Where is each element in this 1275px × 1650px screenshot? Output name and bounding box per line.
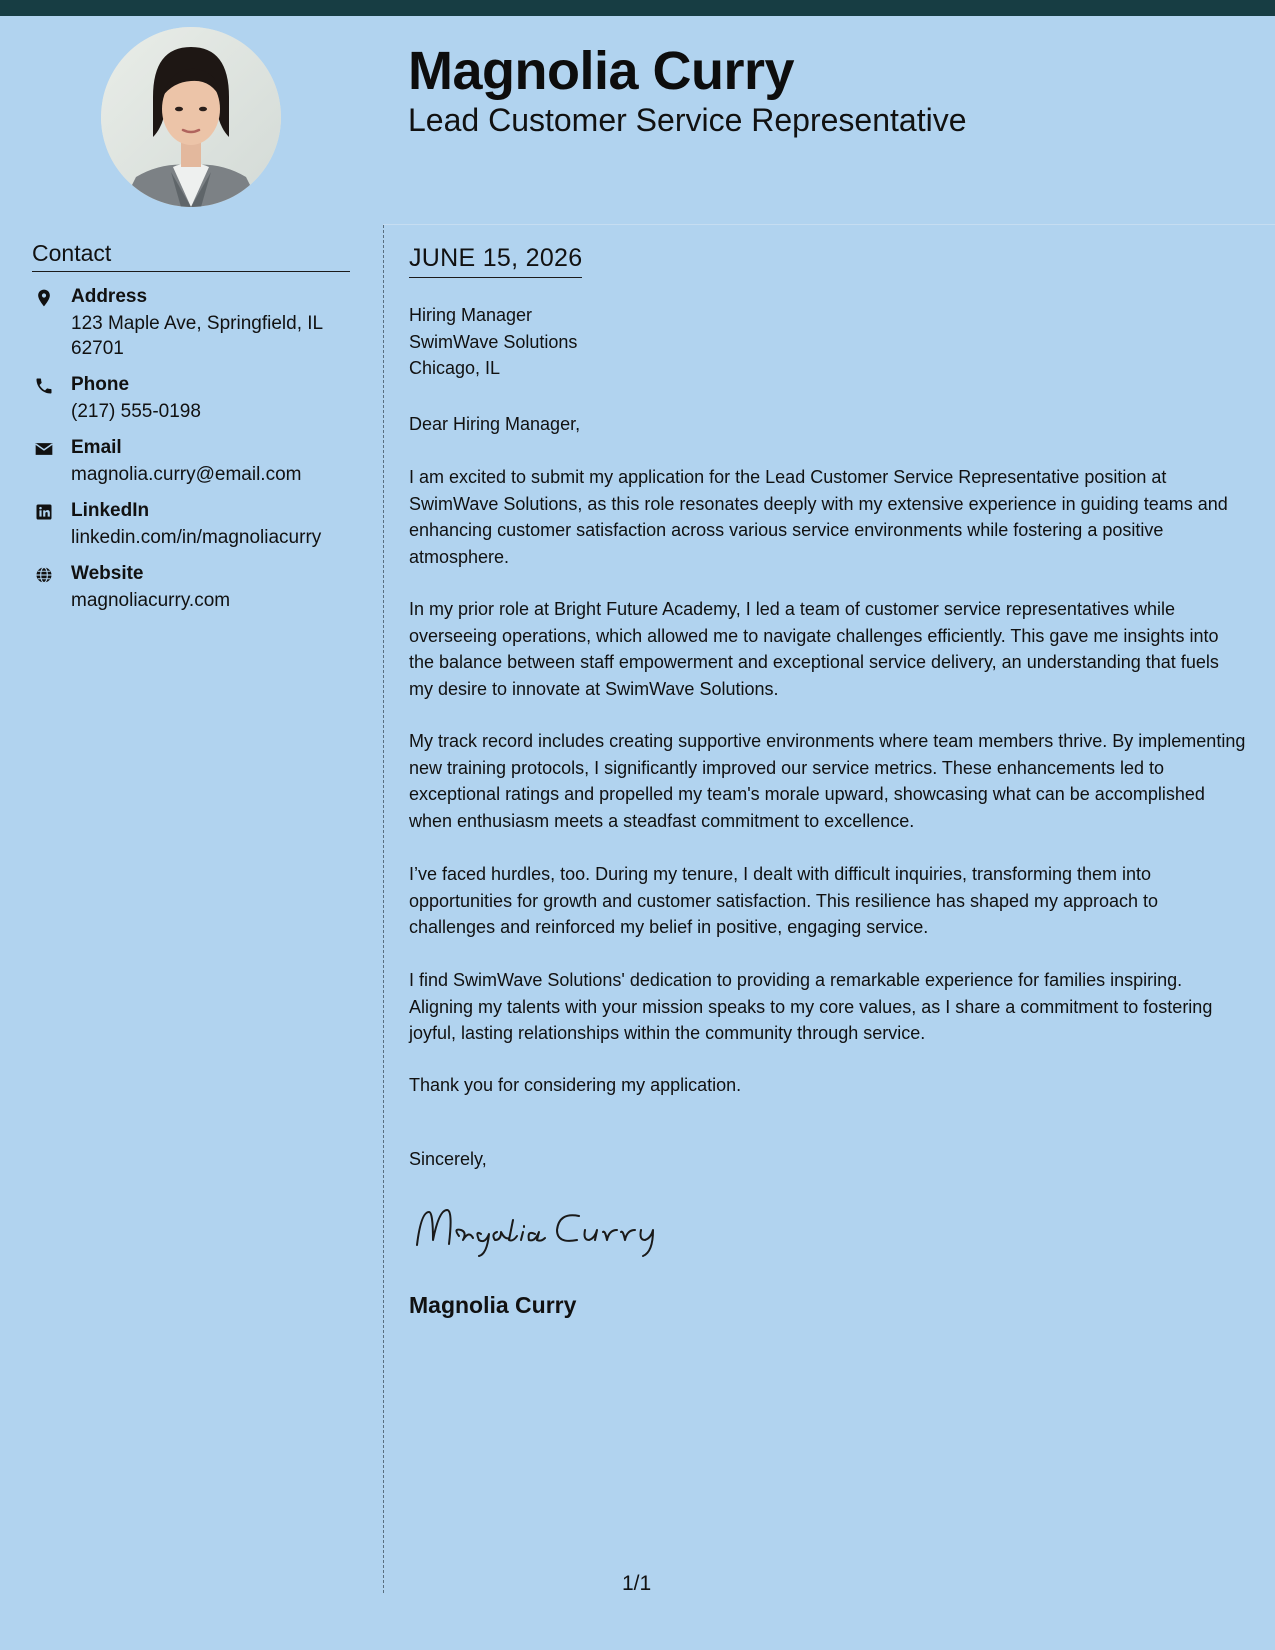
applicant-name: Magnolia Curry (408, 41, 795, 101)
letter-date: JUNE 15, 2026 (409, 244, 582, 278)
contact-label: Website (71, 563, 144, 584)
contact-value: 123 Maple Ave, Springfield, IL 62701 (71, 313, 323, 359)
profile-photo (101, 27, 281, 207)
closing: Sincerely, (409, 1149, 487, 1169)
contact-label: Phone (71, 374, 130, 395)
contact-label: Address (71, 286, 148, 307)
linkedin-icon (34, 502, 54, 522)
contact-value: linkedin.com/in/magnoliacurry (71, 527, 322, 548)
header-divider (383, 224, 1275, 225)
globe-icon (34, 565, 54, 585)
contact-value: magnolia.curry@email.com (71, 464, 302, 485)
signed-name: Magnolia Curry (409, 1292, 577, 1318)
letter-paragraph: I’ve faced hurdles, too. During my tenure, I dealt with difficult inquiries, transforming them into opportunities for growth and customer satisfaction. This resilience has shaped my approach to challenges and reinforced my belief in positive, engaging service. (409, 864, 1159, 937)
letter-paragraph: Thank you for considering my application. (409, 1075, 742, 1095)
contact-label: Email (71, 437, 122, 458)
contact-value: (217) 555-0198 (71, 401, 201, 422)
column-divider (383, 225, 384, 1593)
handwritten-signature (409, 1200, 669, 1265)
recipient-line: SwimWave Solutions (409, 331, 578, 352)
applicant-title: Lead Customer Service Representative (408, 102, 967, 138)
location-pin-icon (34, 288, 54, 308)
contact-value: magnoliacurry.com (71, 590, 231, 611)
top-accent-bar (0, 0, 1275, 16)
page-number: 1/1 (622, 1572, 652, 1595)
salutation: Dear Hiring Manager, (409, 414, 581, 434)
recipient-block (409, 302, 577, 382)
letter-paragraph: My track record includes creating supportive environments where team members thrive. By implementing new training protocols, I significantly improved our service metrics. These enhancements led to exceptional ratings and propelled my team's morale upward, showcasing what can be accomplished when enthusiasm meets a steadfast commitment to excellence. (409, 731, 1246, 831)
recipient-line: Hiring Manager (409, 305, 533, 325)
phone-icon (34, 376, 54, 396)
letter-paragraph: In my prior role at Bright Future Academy, I led a team of customer service representatives while overseeing operations, which allowed me to navigate challenges efficiently. This gave me insights into the balance between staff empowerment and exceptional service delivery, an understanding that fuels my desire to innovate at SwimWave Solutions. (409, 599, 1219, 699)
contact-label: LinkedIn (71, 500, 150, 521)
contact-heading: Contact (32, 240, 350, 272)
recipient-line: Chicago, IL (409, 358, 501, 378)
letter-paragraph: I am excited to submit my application for the Lead Customer Service Representative position at SwimWave Solutions, as this role resonates deeply with my extensive experience in guiding teams and enhancing customer satisfaction across various service environments while fostering a positive atmosphere. (409, 467, 1228, 567)
letter-paragraph: I find SwimWave Solutions' dedication to providing a remarkable experience for families inspiring. Aligning my talents with your mission speaks to my core values, as I share a commitment to fostering joyful, lasting relationships within the community through service. (409, 970, 1213, 1043)
envelope-icon (34, 439, 54, 459)
